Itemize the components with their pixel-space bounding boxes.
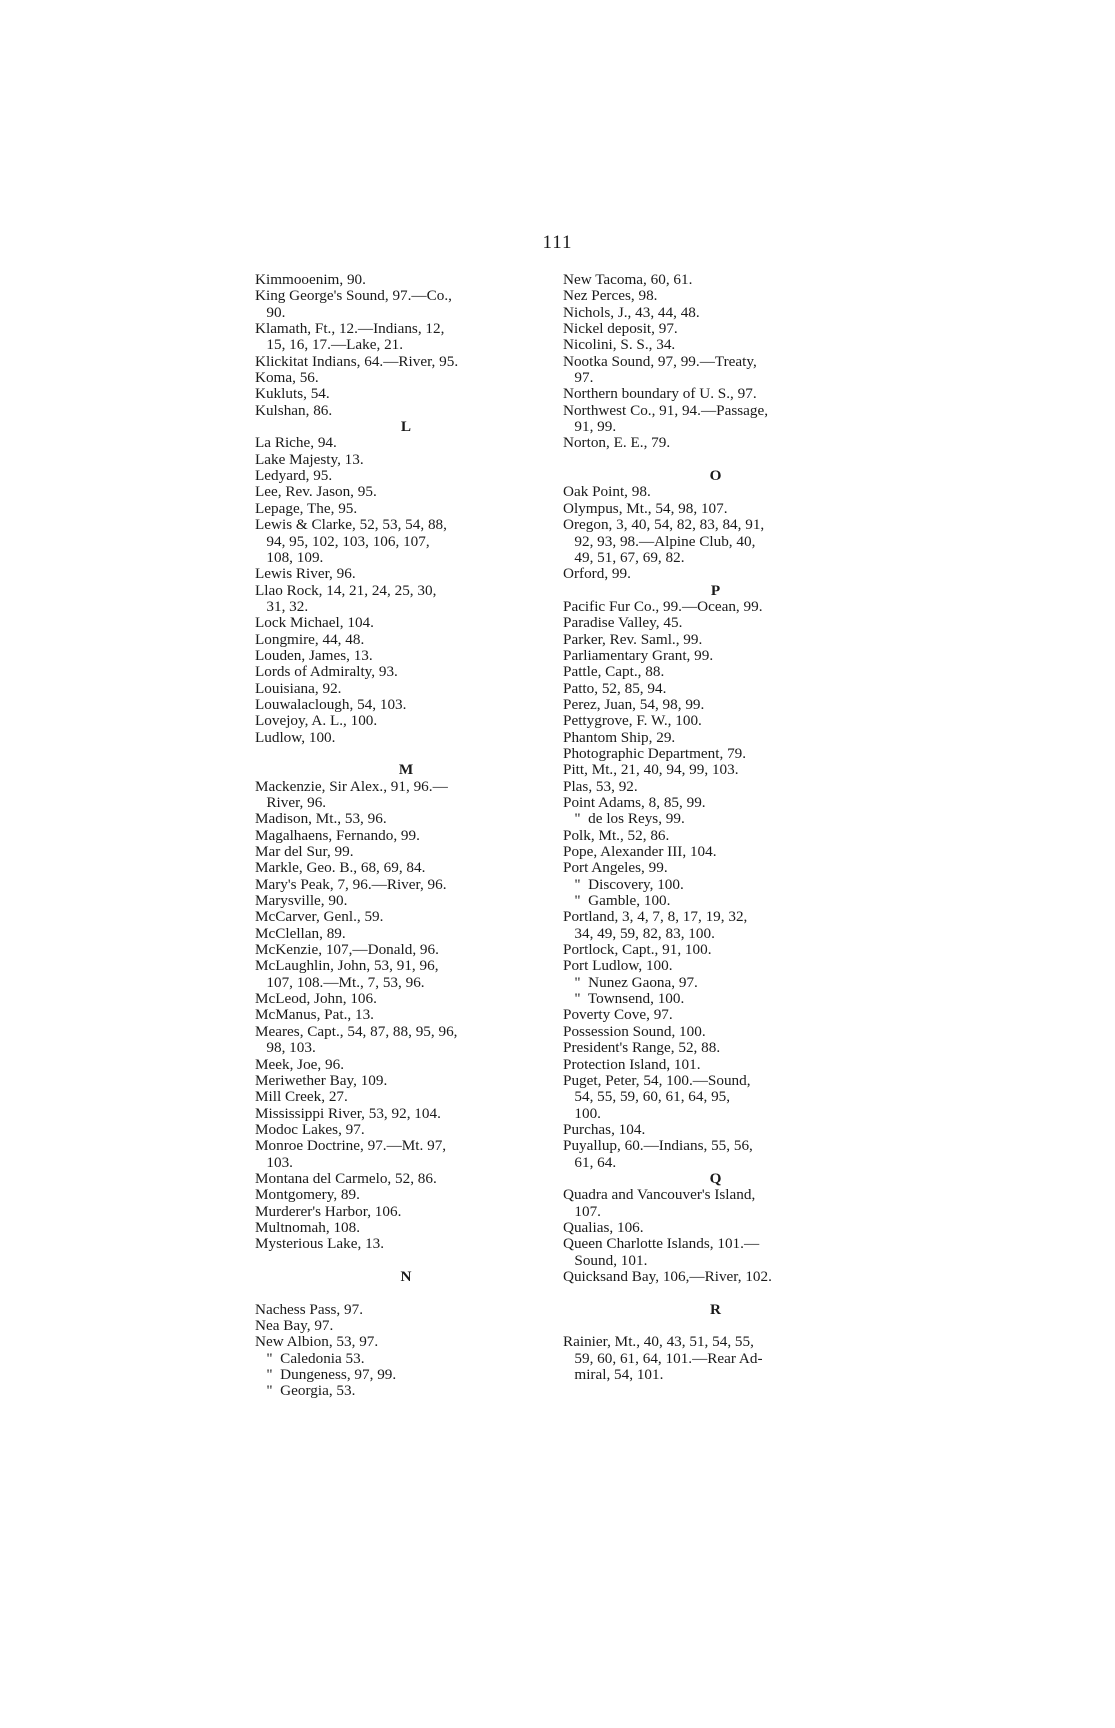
index-entry-line: Mar del Sur, 99. [255,843,354,861]
index-entry-line: miral, 54, 101. [563,1366,664,1384]
index-entry-line: 97. [563,369,594,387]
index-entry-line: Plas, 53, 92. [563,777,638,795]
index-entry-line: Sound, 101. [563,1251,648,1269]
index-entry-line: 91, 99. [563,418,617,436]
index-entry-line: Poverty Cove, 97. [563,1006,673,1024]
index-entry-line: 92, 93, 98.—Alpine Club, 40, [563,532,756,550]
index-entry-line: Kukluts, 54. [255,385,330,403]
index-entry-line: Olympus, Mt., 54, 98, 107. [563,499,728,517]
index-entry-line: " Nunez Gaona, 97. [563,973,698,991]
index-entry-line: Mary's Peak, 7, 96.—River, 96. [255,875,447,893]
index-entry-line: " de los Reys, 99. [563,810,685,828]
index-entry-line: " Townsend, 100. [563,990,685,1008]
index-entry-line: 94, 95, 102, 103, 106, 107, [255,532,430,550]
index-entry-line: 90. [255,303,286,321]
index-entry-line: McCarver, Genl., 59. [255,908,384,926]
index-entry-line: Lewis River, 96. [255,565,356,583]
index-entry-line: Mississippi River, 53, 92, 104. [255,1104,441,1122]
index-entry-line: Montana del Carmelo, 52, 86. [255,1169,437,1187]
index-entry-line: Markle, Geo. B., 68, 69, 84. [255,859,426,877]
index-entry-line: Multnomah, 108. [255,1218,361,1236]
index-entry-line: Queen Charlotte Islands, 101.— [563,1235,760,1253]
index-entry-line [563,1285,868,1301]
index-entry-line: McManus, Pat., 13. [255,1006,374,1024]
index-entry-line [255,1253,557,1269]
index-entry-line: Modoc Lakes, 97. [255,1120,365,1138]
index-entry-line: Louden, James, 13. [255,646,373,664]
index-entry-line: La Riche, 94. [255,434,337,452]
index-entry-line: 34, 49, 59, 82, 83, 100. [563,924,715,942]
index-entry-line: Parliamentary Grant, 99. [563,646,714,664]
index-entry-line: Pattle, Capt., 88. [563,663,665,681]
index-entry-line: Meriwether Bay, 109. [255,1071,388,1089]
index-entry-line: Nea Bay, 97. [255,1317,334,1334]
index-entry-line: Nichols, J., 43, 44, 48. [563,303,700,321]
index-entry-line: " Georgia, 53. [255,1382,356,1400]
index-entry-line: Port Angeles, 99. [563,859,668,877]
index-entry-line: McLaughlin, John, 53, 91, 96, [255,957,439,975]
index-entry-line: Pitt, Mt., 21, 40, 94, 99, 103. [563,761,739,779]
index-entry-line: Montgomery, 89. [255,1186,360,1204]
index-entry-line: Meek, Joe, 96. [255,1055,344,1073]
index-entry-line: Klamath, Ft., 12.—Indians, 12, [255,320,445,338]
index-column-right [563,272,868,1383]
index-entry-line: Mill Creek, 27. [255,1088,348,1106]
index-entry-line: Lewis & Clarke, 52, 53, 54, 88, [255,516,447,534]
section-letter-heading: Q [709,1169,722,1187]
index-entry-line: McLeod, John, 106. [255,990,377,1008]
index-entry-line: Nickel deposit, 97. [563,320,678,338]
index-entry-line: Protection Island, 101. [563,1055,701,1073]
index-entry-line: Kulshan, 86. [255,401,333,419]
section-letter-heading: L [400,418,412,436]
index-entry-line: Photographic Department, 79. [563,744,747,762]
index-entry-line [255,1285,557,1301]
index-entry-line [563,1318,868,1334]
index-entry-line [255,746,557,762]
index-entry-line: Puget, Peter, 54, 100.—Sound, [563,1071,751,1089]
index-entry-line: Nez Perces, 98. [563,287,658,305]
index-entry-line: Madison, Mt., 53, 96. [255,810,387,828]
index-entry-line: Paradise Valley, 45. [563,614,683,632]
index-entry-line: Puyallup, 60.—Indians, 55, 56, [563,1137,753,1155]
index-entry-line: Phantom Ship, 29. [563,728,676,746]
index-entry-line: " Caledonia 53. [255,1349,365,1367]
index-entry-line: Meares, Capt., 54, 87, 88, 95, 96, [255,1022,458,1040]
section-letter-heading: P [710,581,721,599]
index-entry-line: Port Ludlow, 100. [563,957,673,975]
index-entry-line: Qualias, 106. [563,1218,644,1236]
section-letter-heading: R [710,1300,721,1318]
index-entry-line: McKenzie, 107,—Donald, 96. [255,941,439,959]
index-entry-line: Northern boundary of U. S., 97. [563,385,757,403]
index-entry-line: Llao Rock, 14, 21, 24, 25, 30, [255,581,437,599]
index-entry-line: New Tacoma, 60, 61. [563,271,693,288]
index-entry-line: Quicksand Bay, 106,—River, 102. [563,1267,772,1285]
index-entry-line: President's Range, 52, 88. [563,1039,721,1057]
index-entry-line: 15, 16, 17.—Lake, 21. [255,336,404,354]
index-entry-line: " Dungeness, 97, 99. [255,1366,397,1384]
index-entry-line: 61, 64. [563,1153,617,1171]
index-entry-line: Nachess Pass, 97. [255,1300,363,1318]
index-entry-line: 107. [563,1202,601,1220]
index-entry-line: Northwest Co., 91, 94.—Passage, [563,401,769,419]
index-entry-line: Louwalaclough, 54, 103. [255,695,407,713]
index-entry-line: Murderer's Harbor, 106. [255,1202,402,1220]
index-entry-line: " Gamble, 100. [563,892,671,910]
index-entry-line: Perez, Juan, 54, 98, 99. [563,695,705,713]
index-entry-line: Oak Point, 98. [563,483,651,501]
index-column-left [255,272,557,1400]
page-number: 111 [542,232,573,253]
section-letter-heading: M [398,761,414,779]
index-entry-line: McClellan, 89. [255,924,346,942]
index-entry-line: Ludlow, 100. [255,728,336,746]
index-entry-line: 108, 109. [255,548,324,566]
section-letter-heading: O [709,467,722,485]
index-entry-line: Lepage, The, 95. [255,499,358,517]
index-entry-line: Point Adams, 8, 85, 99. [563,794,706,811]
index-entry-line: Portland, 3, 4, 7, 8, 17, 19, 32, [563,908,748,926]
index-entry-line: 31, 32. [255,597,309,615]
index-entry-line: Magalhaens, Fernando, 99. [255,826,420,844]
index-entry-line: Portlock, Capt., 91, 100. [563,941,712,959]
index-entry-line: 103. [255,1153,293,1171]
index-entry-line: Mysterious Lake, 13. [255,1235,385,1253]
index-entry-line: River, 96. [255,794,327,811]
index-entry-line: 49, 51, 67, 69, 82. [563,548,685,566]
index-entry-line: Lake Majesty, 13. [255,450,364,468]
index-entry-line: Mackenzie, Sir Alex., 91, 96.— [255,777,448,795]
index-entry-line: Kimmooenim, 90. [255,271,366,288]
index-entry-line: Pettygrove, F. W., 100. [563,712,702,730]
index-entry-line: Pope, Alexander III, 104. [563,843,717,861]
index-entry-line: Lords of Admiralty, 93. [255,663,398,681]
index-entry-line: Lock Michael, 104. [255,614,374,632]
index-entry-line: Norton, E. E., 79. [563,434,671,452]
index-entry-line: " Discovery, 100. [563,875,684,893]
index-entry-line: Marysville, 90. [255,892,348,910]
index-entry-line: 54, 55, 59, 60, 61, 64, 95, [563,1088,731,1106]
index-entry-line: Monroe Doctrine, 97.—Mt. 97, [255,1137,447,1155]
index-entry-line: Nicolini, S. S., 34. [563,336,676,354]
index-entry-line: Possession Sound, 100. [563,1022,706,1040]
index-entry-line: Longmire, 44, 48. [255,630,365,648]
index-entry-line: Parker, Rev. Saml., 99. [563,630,703,648]
index-entry-line: Pacific Fur Co., 99.—Ocean, 99. [563,597,763,615]
index-entry-line: 107, 108.—Mt., 7, 53, 96. [255,973,425,991]
index-entry-line [563,452,868,468]
section-letter-heading: N [400,1267,412,1285]
index-entry-line: Rainier, Mt., 40, 43, 51, 54, 55, [563,1333,754,1351]
index-entry-line: King George's Sound, 97.—Co., [255,287,452,305]
index-entry-line: 98, 103. [255,1039,316,1057]
index-entry-line: Lovejoy, A. L., 100. [255,712,378,730]
index-entry-line: Orford, 99. [563,565,631,583]
index-entry-line: Koma, 56. [255,369,319,387]
index-entry-line: Purchas, 104. [563,1120,646,1138]
index-entry-line: Ledyard, 95. [255,467,333,485]
index-entry-line: Louisiana, 92. [255,679,342,697]
index-entry-line: Patto, 52, 85, 94. [563,679,667,697]
index-entry-line: Polk, Mt., 52, 86. [563,826,670,844]
index-entry-line: New Albion, 53, 97. [255,1333,379,1351]
index-entry-line: Quadra and Vancouver's Island, [563,1186,756,1204]
index-entry-line: 59, 60, 61, 64, 101.—Rear Ad- [563,1349,763,1367]
index-entry-line: Nootka Sound, 97, 99.—Treaty, [563,352,757,370]
index-entry-line: Klickitat Indians, 64.—River, 95. [255,352,459,370]
index-entry-line: Oregon, 3, 40, 54, 82, 83, 84, 91, [563,516,765,534]
index-entry-line: 100. [563,1104,601,1122]
index-entry-line: Lee, Rev. Jason, 95. [255,483,377,501]
